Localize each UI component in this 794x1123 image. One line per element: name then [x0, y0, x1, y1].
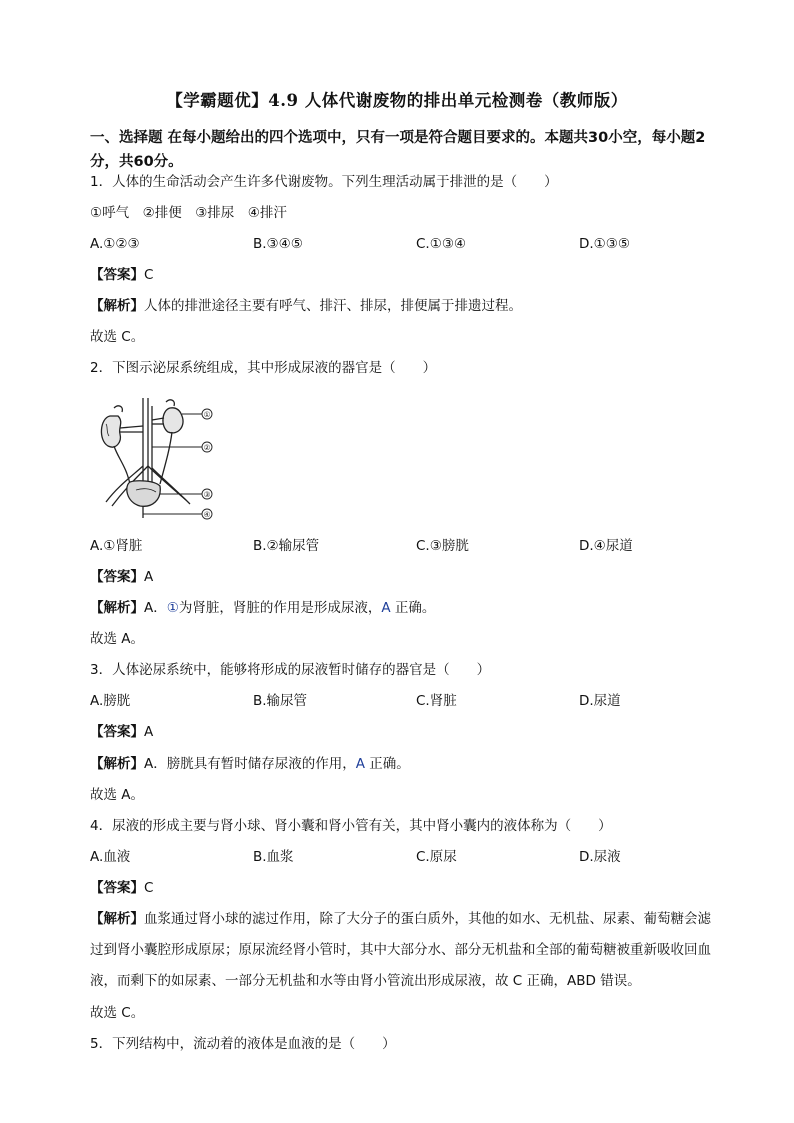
question-2-option-b: B.②输尿管	[253, 538, 320, 554]
question-4-answer	[90, 878, 153, 898]
analysis-letter: A	[381, 600, 391, 616]
diagram-label-3: ③	[203, 490, 211, 499]
question-1-items: ①呼气 ②排便 ③排尿 ④排汗	[90, 205, 287, 221]
question-3-option-b: B.输尿管	[253, 693, 308, 709]
question-4-conclusion: 故选 C。	[90, 1005, 145, 1021]
question-1-conclusion: 故选 C。	[90, 329, 145, 345]
urinary-system-diagram	[96, 396, 226, 524]
question-3-option-a: A.膀胱	[90, 693, 131, 709]
analysis-lead: A．	[144, 600, 167, 616]
question-1-option-b: B.③④⑤	[253, 236, 303, 252]
question-4-option-d: D.尿液	[579, 849, 621, 865]
question-3-stem: 3．人体泌尿系统中，能够将形成的尿液暂时储存的器官是（ ）	[90, 662, 491, 678]
answer-tag: 【答案】	[90, 569, 144, 585]
diagram-label-1: ①	[203, 410, 211, 419]
diagram-label-2: ②	[203, 443, 211, 452]
analysis-tag: 【解析】	[90, 600, 144, 616]
analysis-tail: 正确。	[365, 756, 410, 772]
analysis-text: A．膀胱具有暂时储存尿液的作用，	[144, 756, 356, 772]
answer-value: C	[144, 880, 154, 896]
answer-value: C	[144, 267, 154, 283]
analysis-text: 人体的排泄途径主要有呼气、排汗、排尿，排便属于排遗过程。	[144, 298, 522, 314]
question-3-answer	[90, 722, 153, 742]
question-3-option-d: D.尿道	[579, 693, 621, 709]
question-3-option-c: C.肾脏	[416, 693, 457, 709]
answer-value: A	[144, 724, 154, 740]
question-1-answer	[90, 265, 153, 285]
question-4-option-c: C.原尿	[416, 849, 457, 865]
analysis-mark: ①	[166, 600, 179, 616]
question-3-conclusion: 故选 A。	[90, 787, 145, 803]
question-1-option-c: C.①③④	[416, 236, 467, 252]
question-2-option-c: C.③膀胱	[416, 538, 469, 554]
question-2-option-d: D.④尿道	[579, 538, 633, 554]
question-2-conclusion: 故选 A。	[90, 631, 145, 647]
question-5-stem: 5．下列结构中，流动着的液体是血液的是（ ）	[90, 1036, 396, 1052]
question-3-analysis	[90, 754, 410, 774]
analysis-letter: A	[355, 756, 365, 772]
question-2-analysis	[90, 598, 435, 618]
analysis-tag: 【解析】	[90, 756, 144, 772]
question-1-option-d: D.①③⑤	[579, 236, 630, 252]
question-4-stem: 4．尿液的形成主要与肾小球、肾小囊和肾小管有关，其中肾小囊内的液体称为（ ）	[90, 818, 612, 834]
section-heading: 一、选择题 在每小题给出的四个选项中，只有一项是符合题目要求的。本题共30小空，每小题2分，共60分。	[90, 130, 706, 170]
question-4-analysis	[90, 904, 720, 997]
analysis-text: 为肾脏，肾脏的作用是形成尿液，	[178, 600, 382, 616]
question-1-stem: 1．人体的生命活动会产生许多代谢废物。下列生理活动属于排泄的是（ ）	[90, 174, 558, 190]
question-4-option-b: B.血浆	[253, 849, 294, 865]
question-1-analysis	[90, 296, 522, 316]
answer-tag: 【答案】	[90, 267, 144, 283]
question-4-option-a: A.血液	[90, 849, 131, 865]
answer-tag: 【答案】	[90, 880, 144, 896]
question-1-option-a: A.①②③	[90, 236, 140, 252]
analysis-tail: 正确。	[390, 600, 436, 616]
analysis-tag: 【解析】	[90, 911, 144, 927]
diagram-label-4: ④	[203, 510, 211, 519]
answer-tag: 【答案】	[90, 724, 144, 740]
analysis-text: 血浆通过肾小球的滤过作用，除了大分子的蛋白质外，其他的如水、无机盐、尿素、葡萄糖会滤过到肾小囊腔形成原尿；原尿流经肾小管时，其中大部分水、部分无机盐和全部的葡萄糖被重新吸收回血液，而剩下的如尿素、一部分无机盐和水等由肾小管流出形成尿液，故 C 正确，ABD 错误。	[90, 911, 711, 989]
question-2-stem: 2．下图示泌尿系统组成，其中形成尿液的器官是（ ）	[90, 360, 437, 376]
question-2-option-a: A.①肾脏	[90, 538, 143, 554]
answer-value: A	[144, 569, 154, 585]
document-title: 【学霸题优】4.9 人体代谢废物的排出单元检测卷（教师版）	[166, 91, 628, 110]
question-2-answer	[90, 567, 153, 587]
analysis-tag: 【解析】	[90, 298, 144, 314]
